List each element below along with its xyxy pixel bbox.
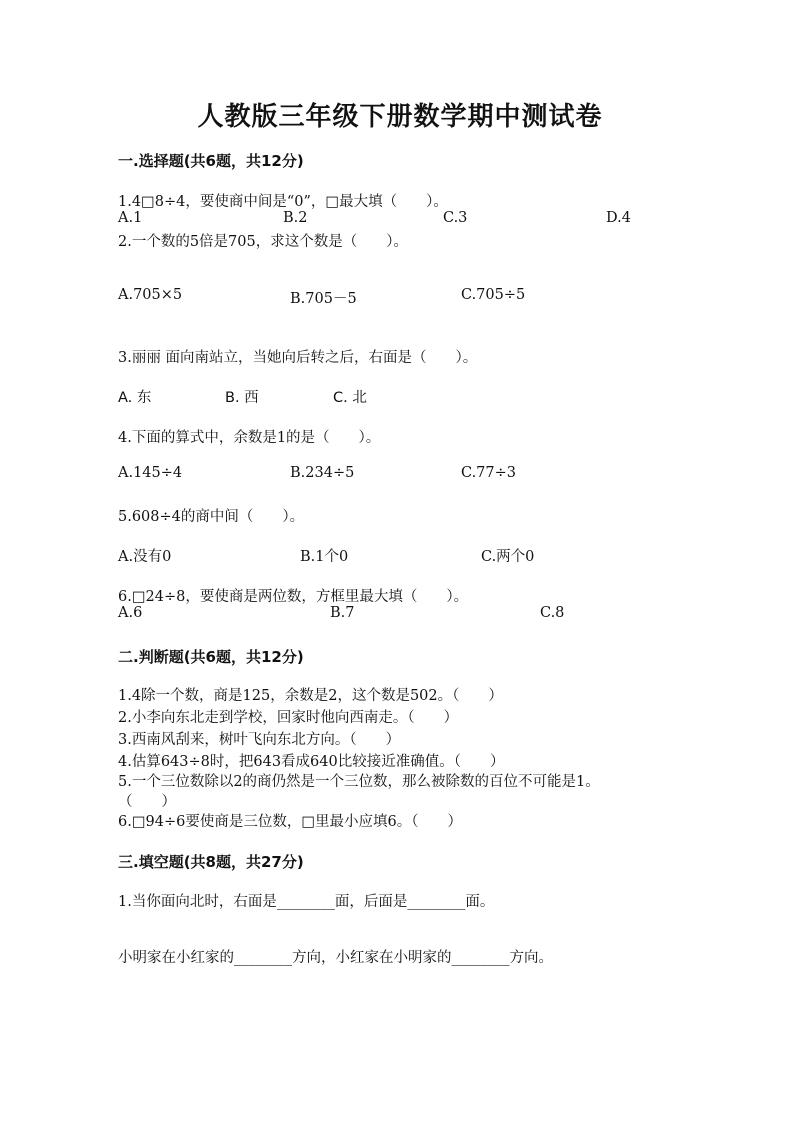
- option-b: B.7: [330, 605, 355, 621]
- option-c: C. 北: [333, 390, 367, 406]
- judgement-item: 1.4除一个数，商是125，余数是2，这个数是502。（ ）: [118, 688, 503, 704]
- page-title: 人教版三年级下册数学期中测试卷: [197, 102, 603, 132]
- option-c: C.77÷3: [461, 465, 517, 481]
- section-heading-fill-in: 三.填空题(共8题，共27分): [118, 853, 304, 871]
- judgement-item: 4.估算643÷8时，把643看成640比较接近准确值。（ ）: [118, 754, 505, 770]
- judgement-item: 6.□94÷6要使商是三位数，□里最小应填6。（ ）: [118, 814, 463, 830]
- question-1: 1.4□8÷4，要使商中间是“0”，□最大填（ ）。: [118, 194, 448, 210]
- option-d: D.4: [606, 210, 631, 226]
- option-c: C.两个0: [481, 549, 535, 565]
- option-b: B.234÷5: [290, 465, 355, 481]
- option-a: A.6: [118, 605, 143, 621]
- option-a: A.145÷4: [118, 465, 183, 481]
- option-b: B.1个0: [300, 549, 349, 565]
- judgement-item: 5.一个三位数除以2的商仍然是一个三位数，那么被除数的百位不可能是1。: [118, 774, 600, 790]
- judgement-item: 3.西南风刮来，树叶飞向东北方向。（ ）: [118, 732, 401, 748]
- section-heading-judgement: 二.判断题(共6题，共12分): [118, 648, 304, 666]
- question-4: 4.下面的算式中，余数是1的是（ ）。: [118, 430, 381, 446]
- fill-in-item: 1.当你面向北时，右面是________面，后面是________面。: [118, 894, 495, 910]
- section-heading-choice: 一.选择题(共6题，共12分): [118, 152, 304, 170]
- option-a: A.705×5: [118, 287, 183, 303]
- judgement-item-continuation: （ ）: [118, 794, 176, 810]
- question-3: 3.丽丽 面向南站立，当她向后转之后，右面是（ ）。: [118, 350, 478, 366]
- option-a: A.没有0: [118, 549, 172, 565]
- option-c: C.3: [443, 210, 468, 226]
- question-2: 2.一个数的5倍是705，求这个数是（ ）。: [118, 234, 408, 250]
- question-5: 5.608÷4的商中间（ ）。: [118, 509, 305, 525]
- option-b: B.2: [283, 210, 308, 226]
- fill-in-item: 小明家在小红家的________方向，小红家在小明家的________方向。: [118, 950, 553, 966]
- option-b: B. 西: [225, 390, 259, 406]
- option-c: C.8: [540, 605, 565, 621]
- option-a: A. 东: [118, 390, 152, 406]
- option-a: A.1: [118, 210, 143, 226]
- option-b: B.705－5: [290, 291, 357, 307]
- judgement-item: 2.小李向东北走到学校，回家时他向西南走。（ ）: [118, 710, 459, 726]
- option-c: C.705÷5: [461, 287, 526, 303]
- question-6: 6.□24÷8，要使商是两位数，方框里最大填（ ）。: [118, 589, 469, 605]
